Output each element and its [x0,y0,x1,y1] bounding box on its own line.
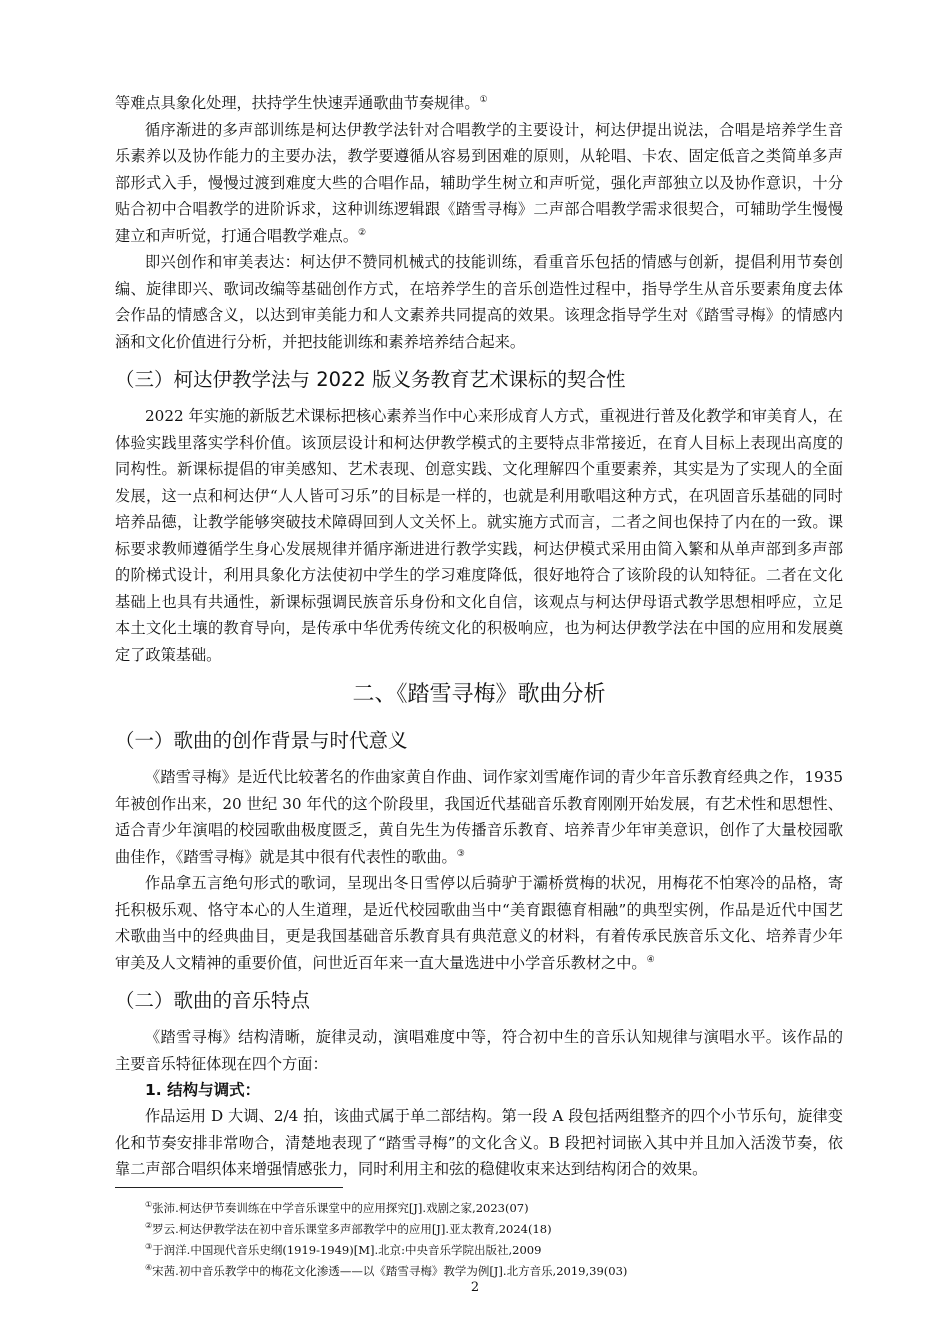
paragraph [115,870,843,976]
footnote-text: 宋茜.初中音乐教学中的梅花文化渗透——以《踏雪寻梅》教学为例[J].北方音乐,2019,39(03) [152,1263,628,1278]
paragraph [115,117,843,250]
footnote-text: 罗云.柯达伊教学法在初中音乐课堂多声部教学中的应用[J].亚太教育,2024(18) [152,1221,552,1236]
footnote [115,1196,843,1217]
footnote-mark: ② [145,1220,153,1230]
paragraph-text: 《踏雪寻梅》是近代比较著名的作曲家黄自作曲、词作家刘雪庵作词的青少年音乐教育经典之作，1935 年被创作出来，20 世纪 30 年代的这个阶段里，我国近代基础音乐教育刚刚开始发展，有艺术性和思想性、适合青少年演唱的校园歌曲极度匮乏，黄自先生为传播音乐教育、培养青少年审美意识，创作了大量校园歌曲佳作，《踏雪寻梅》就是其中很有代表性的歌曲。 [115,768,843,866]
page-body [115,90,843,1280]
footnote-ref: ④ [646,954,655,965]
footnote-mark: ① [145,1199,153,1209]
section-heading: （一）歌曲的创作背景与时代意义 [115,729,408,752]
footnote-text: 张沛.柯达伊节奏训练在中学音乐课堂中的应用探究[J].戏剧之家,2023(07) [152,1200,529,1215]
paragraph-text: 等难点具象化处理，扶持学生快速弄通歌曲节奏规律。 [115,94,480,112]
footnote-ref: ① [479,94,488,105]
footnote-divider [115,1187,343,1188]
paragraph-text: 作品拿五言绝句形式的歌词，呈现出冬日雪停以后骑驴于灞桥赏梅的状况，用梅花不怕寒冷的品格，寄托积极乐观、恪守本心的人生道理，是近代校园歌曲当中“美育跟德育相融”的典型实例，作品是近代中国艺术歌曲当中的经典曲目，更是我国基础音乐教育具有典范意义的材料，有着传承民族音乐文化、培养青少年审美及人文精神的重要价值，问世近百年来一直大量选进中小学音乐教材之中。 [115,874,843,972]
footnote [115,1217,843,1238]
footnotes [115,1196,843,1281]
page-number: 2 [470,1280,480,1295]
paragraph: 作品运用 D 大调、2/4 拍，该曲式属于单二部结构。第一段 A 段包括两组整齐的四个小节乐句，旋律变化和节奏安排非常吻合，清楚地表现了“踏雪寻梅”的文化含义。B 段把衬词嵌入其中并且加入活泼节奏，依靠二声部合唱织体来增强情感张力，同时利用主和弦的稳健收束来达到结构闭合的效果。 [115,1107,843,1178]
footnote-mark: ③ [145,1241,153,1251]
footnote [115,1259,843,1280]
paragraph [115,764,843,870]
paragraph-text: 循序渐进的多声部训练是柯达伊教学法针对合唱教学的主要设计，柯达伊提出说法，合唱是培养学生音乐素养以及协作能力的主要办法，教学要遵循从容易到困难的原则，从轮唱、卡农、固定低音之类简单多声部形式入手，慢慢过渡到难度大些的合唱作品，辅助学生树立和声听觉，强化声部独立以及协作意识，十分贴合初中合唱教学的进阶诉求，这种训练逻辑跟《踏雪寻梅》二声部合唱教学需求很契合，可辅助学生慢慢建立和声听觉，打通合唱教学难点。 [115,120,843,245]
footnote-text: 于润洋.中国现代音乐史纲(1919-1949)[M].北京:中央音乐学院出版社,2009 [152,1242,542,1257]
subsection-heading: 1. 结构与调式： [145,1081,261,1099]
footnote-mark: ④ [145,1262,153,1272]
chapter-heading: 二、《踏雪寻梅》歌曲分析 [352,682,606,707]
footnote [115,1238,843,1259]
paragraph [115,90,843,117]
section-heading: （三）柯达伊教学法与 2022 版义务教育艺术课标的契合性 [115,368,626,391]
footnote-ref: ② [358,227,367,238]
footnote-ref: ③ [456,848,465,859]
paragraph: 《踏雪寻梅》结构清晰，旋律灵动，演唱难度中等，符合初中生的音乐认知规律与演唱水平。该作品的主要音乐特征体现在四个方面： [115,1028,843,1073]
section-heading: （二）歌曲的音乐特点 [115,989,311,1012]
paragraph: 2022 年实施的新版艺术课标把核心素养当作中心来形成育人方式，重视进行普及化教学和审美育人，在体验实践里落实学科价值。该顶层设计和柯达伊教学模式的主要特点非常接近，在育人目标上表现出高度的同构性。新课标提倡的审美感知、艺术表现、创意实践、文化理解四个重要素养，其实是为了实现人的全面发展，这一点和柯达伊“人人皆可习乐”的目标是一样的，也就是利用歌唱这种方式，在巩固音乐基础的同时培养品德，让教学能够突破技术障碍回到人文关怀上。就实施方式而言，二者之间也保持了内在的一致。课标要求教师遵循学生身心发展规律并循序渐进进行教学实践，柯达伊模式采用由简入繁和从单声部到多声部的阶梯式设计，利用具象化方法使初中学生的学习难度降低，很好地符合了该阶段的认知特征。二者在文化基础上也具有共通性，新课标强调民族音乐身份和文化自信，该观点与柯达伊母语式教学思想相呼应，立足本土文化土壤的教育导向，是传承中华优秀传统文化的积极响应，也为柯达伊教学法在中国的应用和发展奠定了政策基础。 [115,407,843,664]
paragraph: 即兴创作和审美表达：柯达伊不赞同机械式的技能训练，看重音乐包括的情感与创新，提倡利用节奏创编、旋律即兴、歌词改编等基础创作方式，在培养学生的音乐创造性过程中，指导学生从音乐要素角度去体会作品的情感含义，以达到审美能力和人文素养共同提高的效果。该理念指导学生对《踏雪寻梅》的情感内涵和文化价值进行分析，并把技能训练和素养培养结合起来。 [115,253,843,351]
